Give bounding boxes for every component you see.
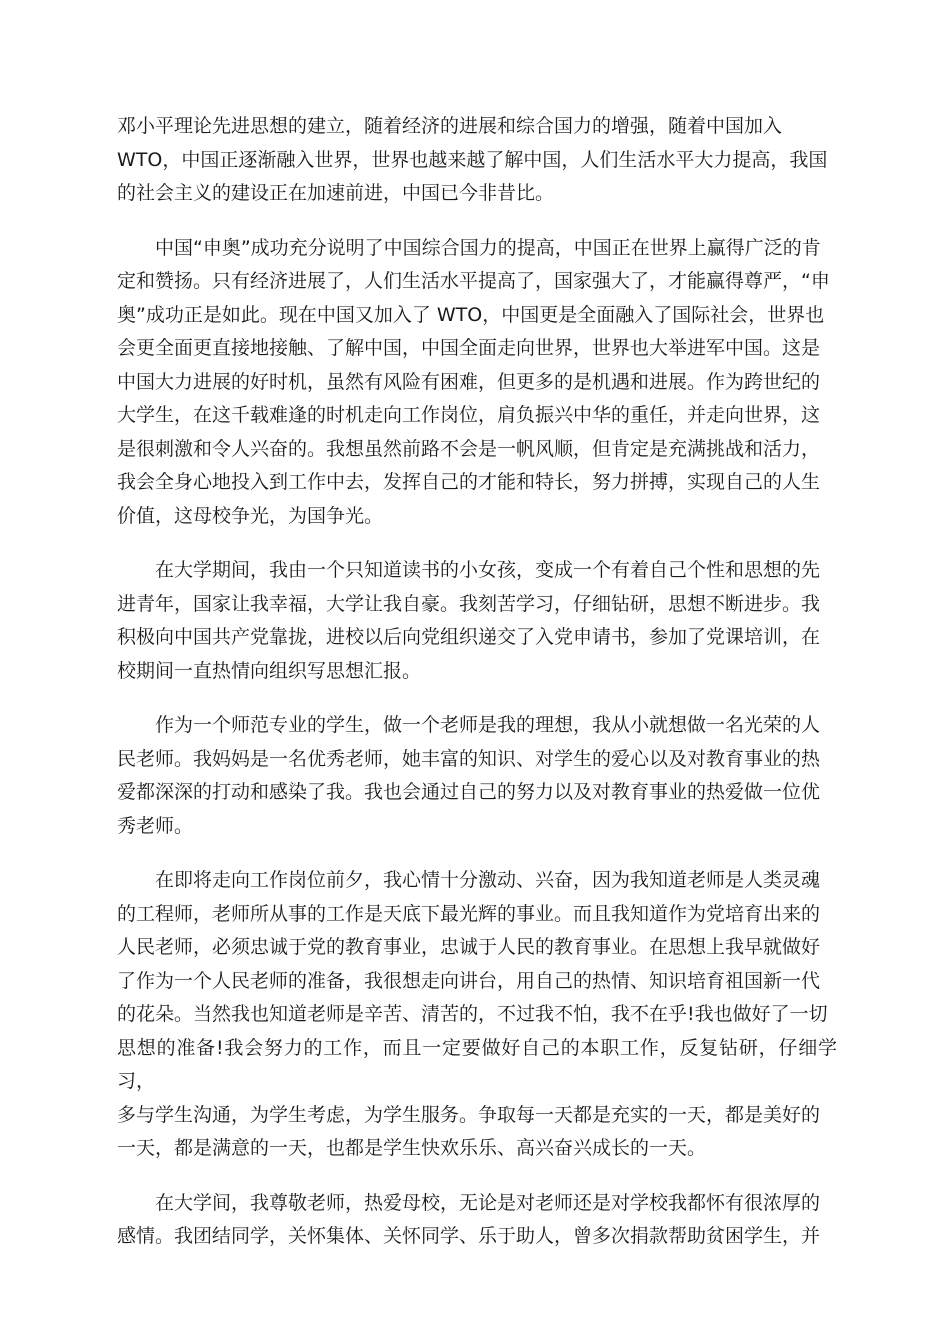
paragraph-4: 作为一个师范专业的学生，做一个老师是我的理想，我从小就想做一名光荣的人 民老师。我妈妈是一名优秀老师，她丰富的知识、对学生的爱心以及对教育事业的热 爱都深深的打动和感染了我。我也会通过自己的努力以及对教育事业的热爱做一位优 秀老师。	[117, 714, 821, 837]
paragraph-6: 在大学间，我尊敬老师，热爱母校，无论是对老师还是对学校我都怀有很浓厚的 感情。我团结同学，关怀集体、关怀同学、乐于助人，曾多次捐款帮助贫困学生，并	[117, 1191, 821, 1247]
paragraph-1: 邓小平理论先进思想的建立，随着经济的进展和综合国力的增强，随着中国加入 WTO，中国正逐渐融入世界，世界也越来越了解中国，人们生活水平大力提高，我国 的社会主义的建设正在加速前进，中国已今非昔比。	[117, 115, 828, 204]
paragraph-5: 在即将走向工作岗位前夕，我心情十分激动、兴奋，因为我知道老师是人类灵魂 的工程师，老师所从事的工作是天底下最光辉的事业。而且我知道作为党培育出来的 人民老师，必须忠诚于党的教育事业，忠诚于人民的教育事业。在思想上我早就做好 了作为一个人民老师的准备，我很想走向讲台，用自己的热情、知识培育祖国新一代 的花朵。当然我也知道老师是辛苦、清苦的，不过我不怕，我不在乎!我也做好了一切 思想的准备!我会努力的工作，而且一定要做好自己的本职工作，反复钻研，仔细学习， 多与学生沟通，为学生考虑，为学生服务。争取每一天都是充实的一天，都是美好的 一天，都是满意的一天，也都是学生快欢乐乐、高兴奋兴成长的一天。	[117, 869, 837, 1159]
paragraph-2: 中国“申奥”成功充分说明了中国综合国力的提高，中国正在世界上赢得广泛的肯 定和赞扬。只有经济进展了，人们生活水平提高了，国家强大了，才能赢得尊严，“申 奥”成功正是如此。现在中国又加入了 WTO，中国更是全面融入了国际社会，世界也 会更全面更直接地接触、了解中国，中国全面走向世界，世界也大举进军中国。这是 中国大力进展的好时机，虽然有风险有困难，但更多的是机遇和进展。作为跨世纪的 大学生，在这千载难逢的时机走向工作岗位，肩负振兴中华的重任，并走向世界，这 是很刺激和令人兴奋的。我想虽然前路不会是一帆风顺，但肯定是充满挑战和活力， 我会全身心地投入到工作中去，发挥自己的才能和特长，努力拼搏，实现自己的人生 价值，这母校争光，为国争光。	[117, 236, 830, 527]
document-body	[117, 110, 837, 1275]
paragraph-3: 在大学期间，我由一个只知道读书的小女孩，变成一个有着自己个性和思想的先 进青年，国家让我幸福，大学让我自豪。我刻苦学习，仔细钻研，思想不断进步。我 积极向中国共产党靠拢，进校以后向党组织递交了入党申请书，参加了党课培训，在 校期间一直热情向组织写思想汇报。	[117, 559, 821, 682]
